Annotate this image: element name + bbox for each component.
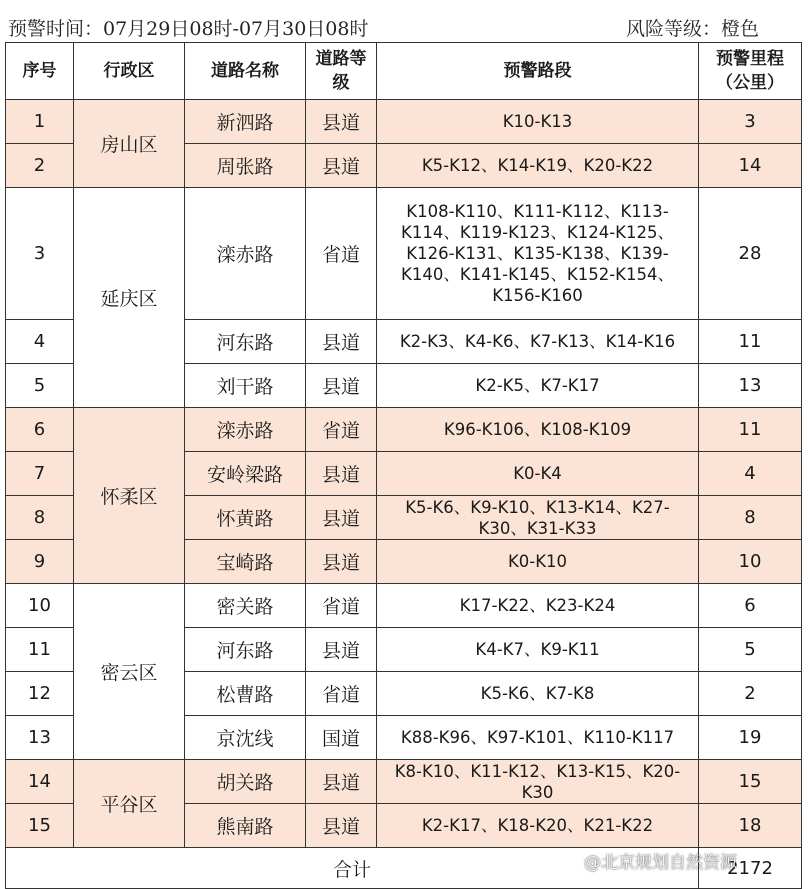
road-name: 刘干路: [185, 364, 306, 408]
warning-segments: K96-K106、K108-K109: [377, 408, 699, 452]
road-grade: 国道: [306, 716, 377, 760]
warning-segments: K5-K6、K7-K8: [377, 672, 699, 716]
warning-segments: K0-K10: [377, 540, 699, 584]
warning-km: 15: [699, 760, 802, 804]
road-name: 滦赤路: [185, 408, 306, 452]
road-name: 滦赤路: [185, 188, 306, 320]
warning-km: 3: [699, 100, 802, 144]
warning-km: 8: [699, 496, 802, 540]
road-name: 安岭梁路: [185, 452, 306, 496]
road-grade: 省道: [306, 672, 377, 716]
road-warning-table: [5, 42, 802, 889]
row-number: 6: [6, 408, 74, 452]
warning-segments: K108-K110、K111-K112、K113-K114、K119-K123、K124-K125、K126-K131、K135-K138、K139-K140、K141-K145、K152-K154、K156-K160: [377, 188, 699, 320]
road-grade: 县道: [306, 100, 377, 144]
district-cell: 房山区: [74, 100, 185, 188]
table-row: [6, 408, 802, 452]
warning-segments: K5-K6、K9-K10、K13-K14、K27-K30、K31-K33: [377, 496, 699, 540]
table-row: [6, 100, 802, 144]
header-row: [6, 43, 802, 100]
warning-segments: K10-K13: [377, 100, 699, 144]
watermark: @北京规划自然资源: [584, 853, 737, 873]
road-name: 周张路: [185, 144, 306, 188]
warning-time: 预警时间：07月29日08时-07月30日08时: [8, 18, 369, 40]
road-grade: 县道: [306, 320, 377, 364]
road-grade: 县道: [306, 804, 377, 848]
warning-segments: K88-K96、K97-K101、K110-K117: [377, 716, 699, 760]
warning-segments: K5-K12、K14-K19、K20-K22: [377, 144, 699, 188]
warning-km: 2: [699, 672, 802, 716]
road-name: 新泗路: [185, 100, 306, 144]
row-number: 8: [6, 496, 74, 540]
col-header-segments: 预警路段: [377, 43, 699, 100]
warning-km: 10: [699, 540, 802, 584]
warning-km: 5: [699, 628, 802, 672]
warning-segments: K2-K3、K4-K6、K7-K13、K14-K16: [377, 320, 699, 364]
warning-km: 6: [699, 584, 802, 628]
warning-km: 11: [699, 408, 802, 452]
road-grade: 县道: [306, 760, 377, 804]
road-name: 松曹路: [185, 672, 306, 716]
table-row: [6, 584, 802, 628]
road-name: 密关路: [185, 584, 306, 628]
road-grade: 县道: [306, 364, 377, 408]
warning-km: 28: [699, 188, 802, 320]
row-number: 12: [6, 672, 74, 716]
risk-level: 风险等级：橙色: [625, 18, 759, 40]
warning-km: 4: [699, 452, 802, 496]
road-name: 熊南路: [185, 804, 306, 848]
table-row: [6, 188, 802, 320]
warning-segments: K4-K7、K9-K11: [377, 628, 699, 672]
road-grade: 省道: [306, 188, 377, 320]
row-number: 9: [6, 540, 74, 584]
row-number: 2: [6, 144, 74, 188]
warning-km: 13: [699, 364, 802, 408]
table-body: [6, 100, 802, 848]
road-grade: 省道: [306, 584, 377, 628]
road-name: 京沈线: [185, 716, 306, 760]
warning-segments: K0-K4: [377, 452, 699, 496]
road-name: 河东路: [185, 628, 306, 672]
warning-km: 14: [699, 144, 802, 188]
road-grade: 县道: [306, 540, 377, 584]
total-label: 合计: [6, 848, 699, 889]
row-number: 3: [6, 188, 74, 320]
row-number: 10: [6, 584, 74, 628]
district-cell: 密云区: [74, 584, 185, 760]
row-number: 14: [6, 760, 74, 804]
row-number: 7: [6, 452, 74, 496]
row-number: 5: [6, 364, 74, 408]
road-name: 河东路: [185, 320, 306, 364]
district-cell: 平谷区: [74, 760, 185, 848]
col-header-road: 道路名称: [185, 43, 306, 100]
total-value: 2172: [699, 848, 802, 889]
col-header-no: 序号: [6, 43, 74, 100]
district-cell: 延庆区: [74, 188, 185, 408]
col-header-district: 行政区: [74, 43, 185, 100]
warning-km: 11: [699, 320, 802, 364]
road-grade: 县道: [306, 628, 377, 672]
road-grade: 县道: [306, 144, 377, 188]
warning-km: 19: [699, 716, 802, 760]
row-number: 1: [6, 100, 74, 144]
col-header-grade: 道路等级: [306, 43, 377, 100]
road-name: 胡关路: [185, 760, 306, 804]
warning-km: 18: [699, 804, 802, 848]
warning-segments: K2-K17、K18-K20、K21-K22: [377, 804, 699, 848]
district-cell: 怀柔区: [74, 408, 185, 584]
road-grade: 县道: [306, 452, 377, 496]
col-header-km: 预警里程（公里）: [699, 43, 802, 100]
row-number: 13: [6, 716, 74, 760]
warning-segments: K8-K10、K11-K12、K13-K15、K20-K30: [377, 760, 699, 804]
road-grade: 省道: [306, 408, 377, 452]
row-number: 11: [6, 628, 74, 672]
row-number: 15: [6, 804, 74, 848]
road-grade: 县道: [306, 496, 377, 540]
row-number: 4: [6, 320, 74, 364]
warning-segments: K17-K22、K23-K24: [377, 584, 699, 628]
road-name: 宝崎路: [185, 540, 306, 584]
road-name: 怀黄路: [185, 496, 306, 540]
warning-segments: K2-K5、K7-K17: [377, 364, 699, 408]
table-row: [6, 760, 802, 804]
